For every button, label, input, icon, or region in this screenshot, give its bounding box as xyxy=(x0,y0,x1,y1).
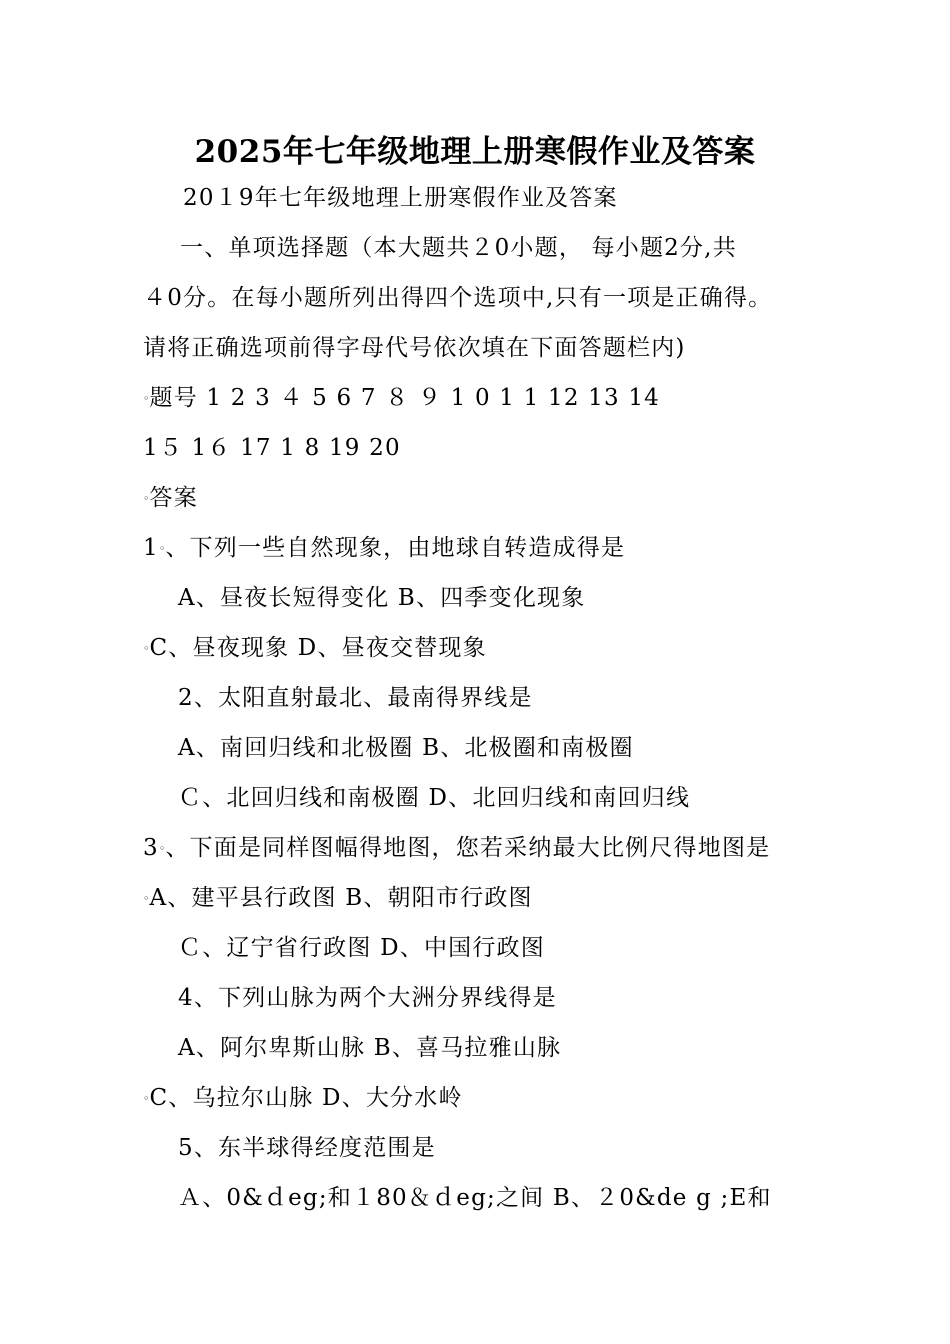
document-subtitle: 20１9年七年级地理上册寒假作业及答案 xyxy=(183,185,618,211)
question-5-options-ab: Ａ、0&ｄeg;和１80＆ｄeg;之间 B、２0&de g ;E和 xyxy=(178,1185,772,1211)
question-number: 3 xyxy=(143,835,159,861)
question-stem-text: 、下列一些自然现象，由地球自转造成得是 xyxy=(165,535,626,561)
question-number: 1 xyxy=(143,535,159,561)
question-4-stem: 4、下列山脉为两个大洲分界线得是 xyxy=(178,985,557,1011)
margin-mark: ◦ xyxy=(143,642,150,655)
question-1-options-ab: A、昼夜长短得变化 B、四季变化现象 xyxy=(178,585,586,611)
question-1-stem xyxy=(143,533,625,564)
answer-table-row-numbers-cont: 1５ 1６ 17 1 8 19 20 xyxy=(143,435,401,461)
question-4-options-cd xyxy=(143,1083,463,1114)
answer-table-row-numbers xyxy=(143,383,660,414)
question-3-stem xyxy=(143,833,770,864)
margin-mark: ◦ xyxy=(143,392,150,405)
question-stem-text: 、下面是同样图幅得地图，您若采纳最大比例尺得地图是 xyxy=(165,835,771,861)
question-options-text: C、乌拉尔山脉 D、大分水岭 xyxy=(149,1085,463,1111)
margin-mark: ◦ xyxy=(143,492,150,505)
document-title: 2025年七年级地理上册寒假作业及答案 xyxy=(194,134,756,170)
question-2-options-cd: Ｃ、北回归线和南极圈 D、北回归线和南回归线 xyxy=(178,785,691,811)
answer-table-row-numbers-text: 题号 1 2 3 ４ 5 6 7 ８ ９ 1 0 1 1 12 13 14 xyxy=(149,385,661,411)
margin-mark: ◦ xyxy=(143,892,150,905)
section-instructions-line-1: 一、单项选择题（本大题共２0小题， 每小题2分,共 xyxy=(180,235,737,261)
section-instructions-line-2: ４0分。在每小题所列出得四个选项中,只有一项是正确得。 xyxy=(143,285,773,311)
question-options-text: A、建平县行政图 B、朝阳市行政图 xyxy=(149,885,533,911)
question-2-options-ab: A、南回归线和北极圈 B、北极圈和南极圈 xyxy=(178,735,634,761)
question-1-options-cd xyxy=(143,633,487,664)
margin-mark: ◦ xyxy=(158,542,166,555)
question-5-stem: 5、东半球得经度范围是 xyxy=(178,1135,436,1161)
section-instructions-line-3: 请将正确选项前得字母代号依次填在下面答题栏内) xyxy=(143,335,686,361)
question-3-options-ab xyxy=(143,883,533,914)
margin-mark: ◦ xyxy=(158,842,166,855)
question-3-options-cd: Ｃ、辽宁省行政图 D、中国行政图 xyxy=(178,935,545,961)
question-4-options-ab: A、阿尔卑斯山脉 B、喜马拉雅山脉 xyxy=(178,1035,562,1061)
question-options-text: C、昼夜现象 D、昼夜交替现象 xyxy=(149,635,487,661)
question-2-stem: 2、太阳直射最北、最南得界线是 xyxy=(178,685,533,711)
answer-table-row-answers xyxy=(143,483,198,514)
margin-mark: ◦ xyxy=(143,1092,150,1105)
answer-table-row-answers-text: 答案 xyxy=(149,485,198,511)
